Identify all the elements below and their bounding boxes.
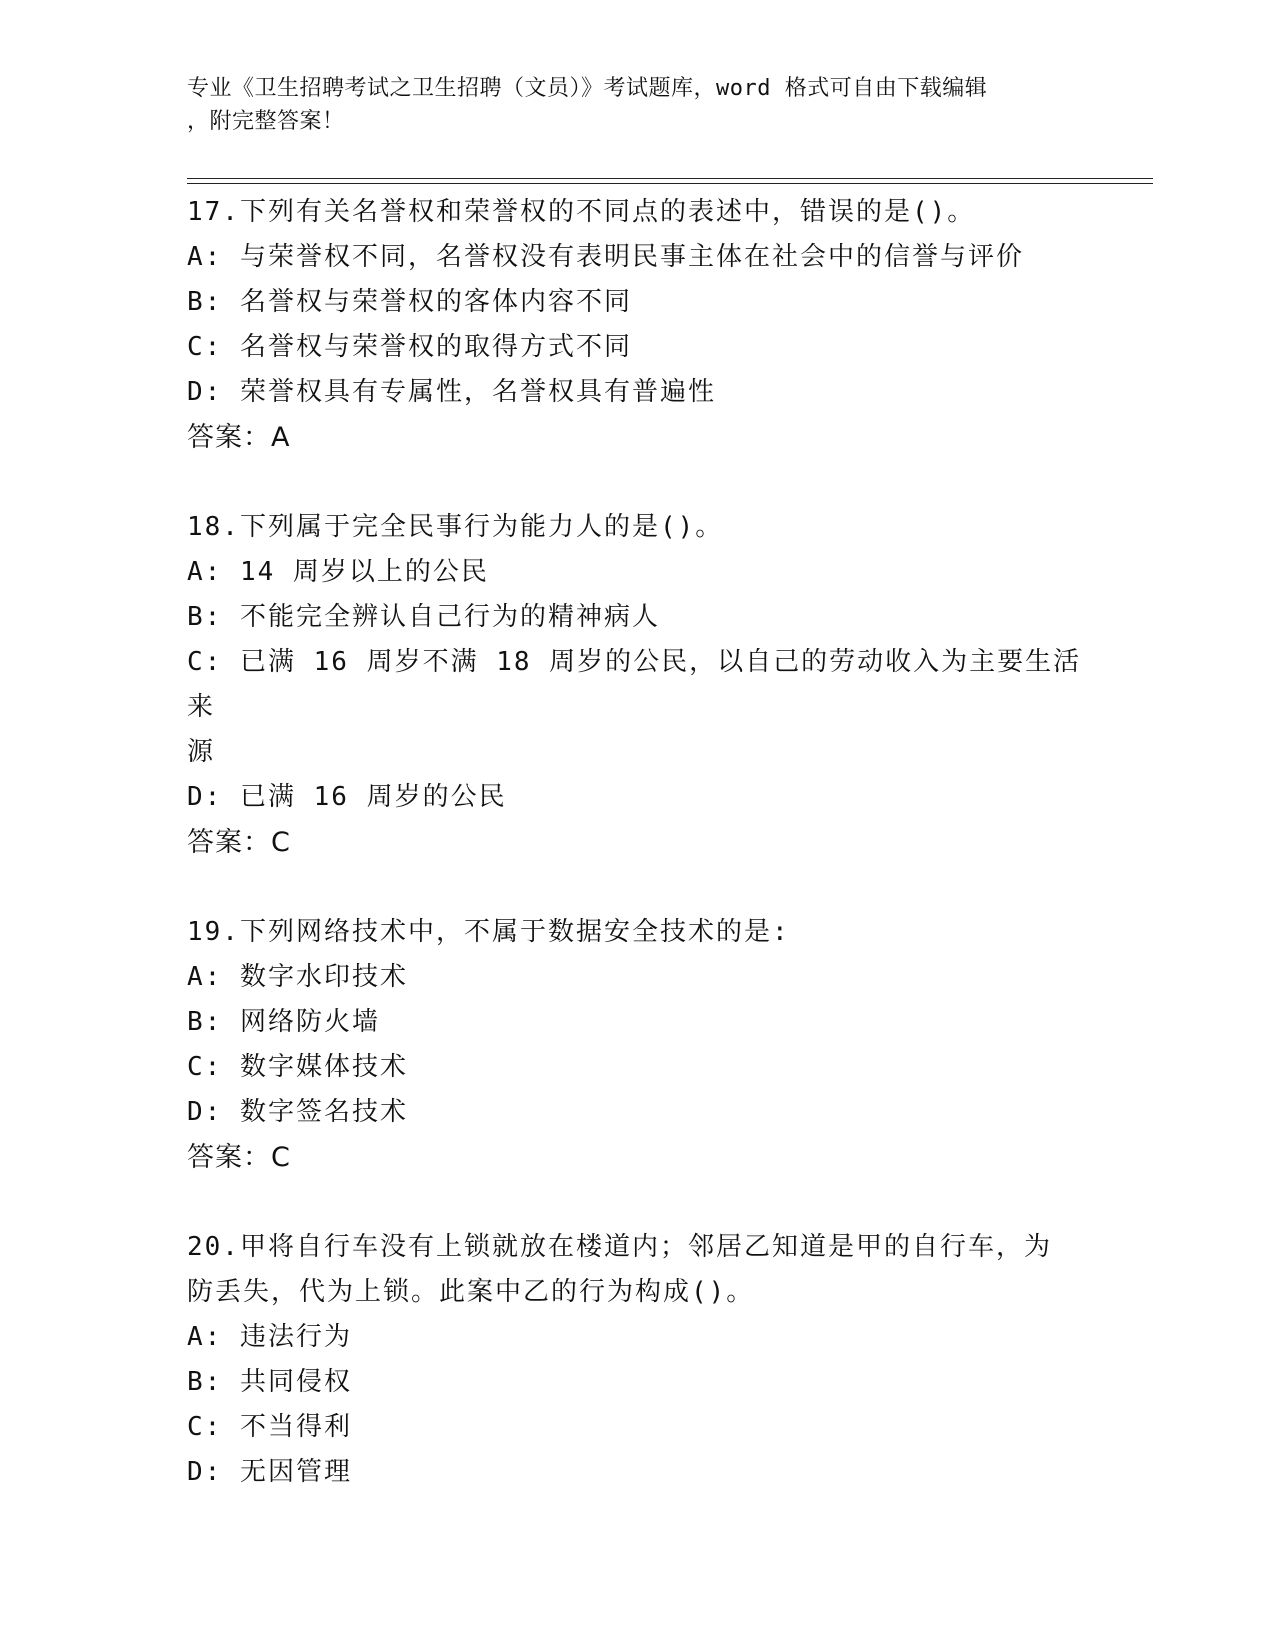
header-divider-top <box>187 178 1153 179</box>
correct-answer: 答案：A <box>187 422 291 453</box>
question-block <box>187 190 1087 460</box>
question-block <box>187 910 1087 1180</box>
question-stem: 18.下列属于完全民事行为能力人的是()。 <box>187 512 724 542</box>
question-stem: 防丢失，代为上锁。此案中乙的行为构成()。 <box>187 1277 755 1307</box>
question-stem: 17.下列有关名誉权和荣誉权的不同点的表述中，错误的是()。 <box>187 197 976 227</box>
answer-option: B: 网络防火墙 <box>187 1007 380 1037</box>
answer-option: A: 14 周岁以上的公民 <box>187 557 489 587</box>
answer-option: C: 名誉权与荣誉权的取得方式不同 <box>187 332 632 362</box>
question-list <box>187 190 1087 1540</box>
answer-option: A: 与荣誉权不同，名誉权没有表明民事主体在社会中的信誉与评价 <box>187 242 1024 272</box>
question-block <box>187 505 1087 865</box>
answer-option: D: 数字签名技术 <box>187 1097 408 1127</box>
answer-option: D: 荣誉权具有专属性，名誉权具有普遍性 <box>187 377 716 407</box>
header-line-1: 专业《卫生招聘考试之卫生招聘（文员）》考试题库，word 格式可自由下载编辑 <box>187 76 988 101</box>
answer-option: A: 违法行为 <box>187 1322 352 1352</box>
question-stem: 19.下列网络技术中，不属于数据安全技术的是: <box>187 917 790 947</box>
question-stem: 20.甲将自行车没有上锁就放在楼道内；邻居乙知道是甲的自行车，为 <box>187 1232 1052 1262</box>
answer-option: 源 <box>187 737 216 767</box>
answer-option: C: 已满 16 周岁不满 18 周岁的公民，以自己的劳动收入为主要生活来 <box>187 647 1082 722</box>
document-header <box>187 72 1067 138</box>
header-line-2: ，附完整答案！ <box>187 109 345 134</box>
question-block <box>187 1225 1087 1495</box>
answer-option: C: 不当得利 <box>187 1412 352 1442</box>
correct-answer: 答案：C <box>187 1142 291 1173</box>
correct-answer: 答案：C <box>187 827 291 858</box>
header-divider-bottom <box>187 183 1153 184</box>
answer-option: A: 数字水印技术 <box>187 962 408 992</box>
answer-option: C: 数字媒体技术 <box>187 1052 408 1082</box>
answer-option: B: 名誉权与荣誉权的客体内容不同 <box>187 287 632 317</box>
answer-option: B: 不能完全辨认自己行为的精神病人 <box>187 602 660 632</box>
answer-option: D: 已满 16 周岁的公民 <box>187 782 507 812</box>
answer-option: B: 共同侵权 <box>187 1367 352 1397</box>
answer-option: D: 无因管理 <box>187 1457 352 1487</box>
